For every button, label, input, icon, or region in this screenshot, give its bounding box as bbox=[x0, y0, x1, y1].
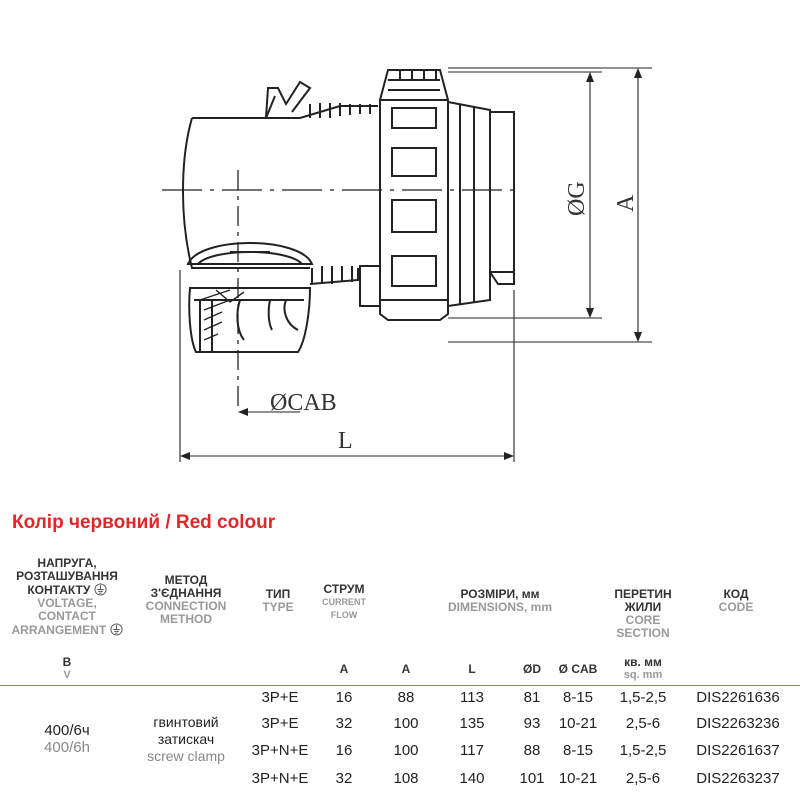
method-value-en: screw clamp bbox=[147, 748, 225, 764]
header-method-en2: METHOD bbox=[160, 612, 212, 626]
cell-l: 113 bbox=[460, 689, 484, 706]
cell-a: 100 bbox=[393, 742, 419, 759]
cell-a: 88 bbox=[397, 689, 415, 706]
header-type-en: TYPE bbox=[262, 600, 294, 614]
cell-current: 32 bbox=[335, 715, 353, 732]
header-method bbox=[134, 574, 238, 626]
header-current-en2: FLOW bbox=[330, 610, 358, 620]
cell-cab: 8-15 bbox=[562, 689, 594, 706]
unit-dim-a: A bbox=[401, 662, 411, 676]
header-code bbox=[696, 588, 776, 614]
header-section-en1: CORE bbox=[625, 613, 661, 627]
header-section-uk1: ПЕРЕТИН bbox=[614, 587, 672, 601]
unit-section-en: sq. mm bbox=[623, 669, 663, 681]
header-code-uk: КОД bbox=[723, 587, 749, 601]
cell-d: 81 bbox=[523, 689, 541, 706]
cell-code: DIS2261637 bbox=[696, 742, 780, 759]
header-section-uk2: ЖИЛИ bbox=[624, 600, 662, 614]
header-method-uk1: МЕТОД bbox=[164, 573, 208, 587]
header-section bbox=[598, 588, 688, 640]
header-voltage-en2: CONTACT bbox=[38, 609, 96, 623]
dim-label-l: L bbox=[338, 428, 353, 454]
header-dimensions-en: DIMENSIONS, mm bbox=[447, 600, 552, 614]
ground-icon bbox=[110, 623, 123, 636]
cell-section: 1,5-2,5 bbox=[619, 742, 667, 759]
header-section-en2: SECTION bbox=[616, 626, 670, 640]
header-method-uk2: З'ЄДНАННЯ bbox=[150, 586, 222, 600]
dim-label-a: A bbox=[613, 194, 639, 212]
cell-code: DIS2263237 bbox=[696, 770, 780, 787]
header-voltage-uk2: РОЗТАШУВАННЯ bbox=[16, 569, 118, 583]
header-current-uk: СТРУМ bbox=[323, 582, 365, 596]
voltage-value bbox=[24, 722, 110, 756]
header-current bbox=[312, 583, 376, 622]
unit-voltage-uk: В bbox=[62, 655, 72, 669]
unit-dim-d: ØD bbox=[523, 662, 541, 676]
cell-type: 3P+E bbox=[261, 715, 299, 732]
unit-voltage-en: V bbox=[63, 669, 71, 681]
cell-code: DIS2263236 bbox=[696, 715, 780, 732]
unit-section-uk: кв. мм bbox=[624, 655, 662, 669]
cell-l: 117 bbox=[460, 742, 484, 759]
header-voltage-en1: VOLTAGE, bbox=[37, 596, 97, 610]
header-code-en: CODE bbox=[718, 600, 754, 614]
header-dimensions bbox=[400, 588, 600, 614]
cell-code: DIS2261636 bbox=[696, 689, 780, 706]
method-value-uk2: затискач bbox=[157, 731, 215, 747]
cell-cab: 10-21 bbox=[558, 715, 598, 732]
cell-a: 108 bbox=[393, 770, 419, 787]
cell-current: 32 bbox=[335, 770, 353, 787]
method-value bbox=[130, 714, 242, 765]
dim-label-g: ØG bbox=[564, 181, 590, 216]
table-header-divider bbox=[0, 685, 800, 686]
cell-type: 3P+N+E bbox=[251, 742, 309, 759]
ground-icon bbox=[94, 583, 107, 596]
header-type-uk: ТИП bbox=[265, 587, 291, 601]
cell-d: 101 bbox=[519, 770, 545, 787]
voltage-value-uk: 400/6ч bbox=[44, 722, 90, 739]
cell-a: 100 bbox=[393, 715, 419, 732]
cell-section: 2,5-6 bbox=[625, 770, 661, 787]
cell-current: 16 bbox=[335, 742, 353, 759]
header-voltage-en3: ARRANGEMENT bbox=[11, 623, 107, 637]
cell-section: 1,5-2,5 bbox=[619, 689, 667, 706]
cell-cab: 8-15 bbox=[562, 742, 594, 759]
cell-l: 135 bbox=[459, 715, 485, 732]
header-voltage-uk3: КОНТАКТУ bbox=[27, 583, 91, 597]
header-voltage bbox=[0, 557, 134, 637]
header-dimensions-uk: РОЗМІРИ, мм bbox=[460, 587, 540, 601]
cell-l: 140 bbox=[459, 770, 485, 787]
unit-dim-l: L bbox=[468, 662, 476, 676]
cell-cab: 10-21 bbox=[558, 770, 598, 787]
header-method-en1: CONNECTION bbox=[145, 599, 227, 613]
cell-d: 93 bbox=[523, 715, 541, 732]
header-type bbox=[248, 588, 308, 614]
method-value-uk1: гвинтовий bbox=[153, 714, 219, 730]
cell-type: 3P+E bbox=[261, 689, 299, 706]
header-current-en1: CURRENT bbox=[322, 597, 366, 607]
cell-section: 2,5-6 bbox=[625, 715, 661, 732]
dim-label-cab: ØCAB bbox=[270, 390, 337, 416]
colour-title: Колір червоний / Red colour bbox=[12, 512, 276, 533]
header-voltage-uk1: НАПРУГА, bbox=[37, 556, 97, 570]
cell-current: 16 bbox=[335, 689, 353, 706]
voltage-value-en: 400/6h bbox=[44, 739, 90, 756]
cell-d: 88 bbox=[523, 742, 541, 759]
cell-type: 3P+N+E bbox=[251, 770, 309, 787]
unit-current: A bbox=[339, 662, 349, 676]
unit-dim-cab: Ø CAB bbox=[558, 662, 598, 676]
